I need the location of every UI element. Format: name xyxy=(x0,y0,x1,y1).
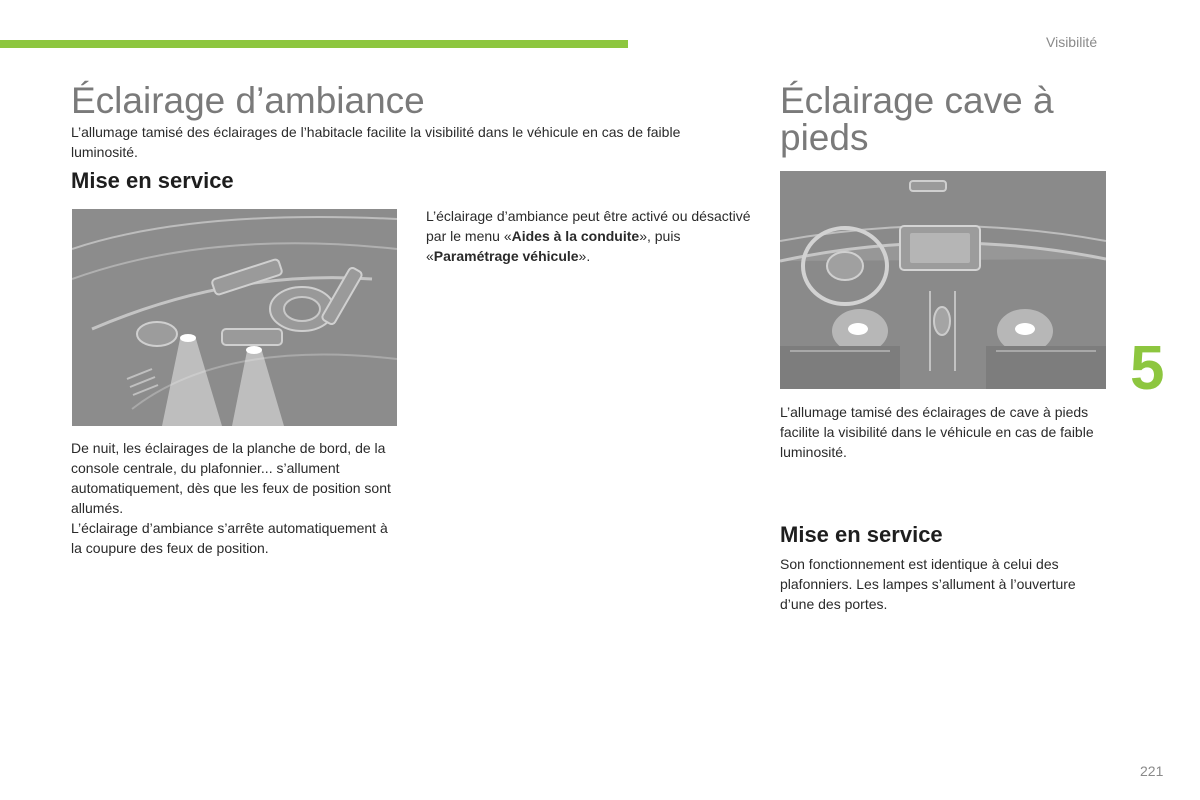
ambient-lighting-title: Éclairage d’ambiance xyxy=(71,80,425,121)
ambient-activation-subtitle: Mise en service xyxy=(71,168,234,193)
ambient-lighting-intro: L’allumage tamisé des éclairages de l’habitacle facilite la visibilité dans le véhicule en cas de faible luminosité. xyxy=(71,124,681,160)
footwell-lighting-intro: L’allumage tamisé des éclairages de cave à pieds facilite la visibilité dans le véhicule en cas de faible luminosité. xyxy=(780,404,1094,460)
driving-aids-menu-label: Aides à la conduite xyxy=(511,228,640,244)
section-name: Visibilité xyxy=(1046,34,1098,50)
chapter-number: 5 xyxy=(1130,334,1165,403)
vehicle-settings-menu-label: Paramétrage véhicule xyxy=(433,248,579,264)
footwell-operation-text: Son fonctionnement est identique à celui des plafonniers. Les lampes s’allument à l’ouverture d’une des portes. xyxy=(780,556,1076,612)
ambient-stop-text: L’éclairage d’ambiance s’arrête automatiquement à la coupure des feux de position. xyxy=(71,520,388,556)
footwell-activation-subtitle: Mise en service xyxy=(780,522,943,547)
ceiling-lights-illustration xyxy=(72,209,397,426)
night-lighting-block xyxy=(71,438,401,558)
footwell-lights-illustration xyxy=(780,171,1106,389)
night-lighting-text: De nuit, les éclairages de la planche de bord, de la console centrale, du plafonnier... s’allument automatiquement, dès que les feux de position sont allumés. xyxy=(71,440,391,516)
page-number: 221 xyxy=(1140,763,1164,779)
top-accent-bar xyxy=(0,40,628,48)
footwell-lighting-title: Éclairage cave à pieds xyxy=(780,80,1054,158)
menu-activation-text: L’éclairage d’ambiance peut être activé ou désactivé par le menu «Aides à la conduite», puis «Paramétrage véhicule». xyxy=(426,208,751,264)
